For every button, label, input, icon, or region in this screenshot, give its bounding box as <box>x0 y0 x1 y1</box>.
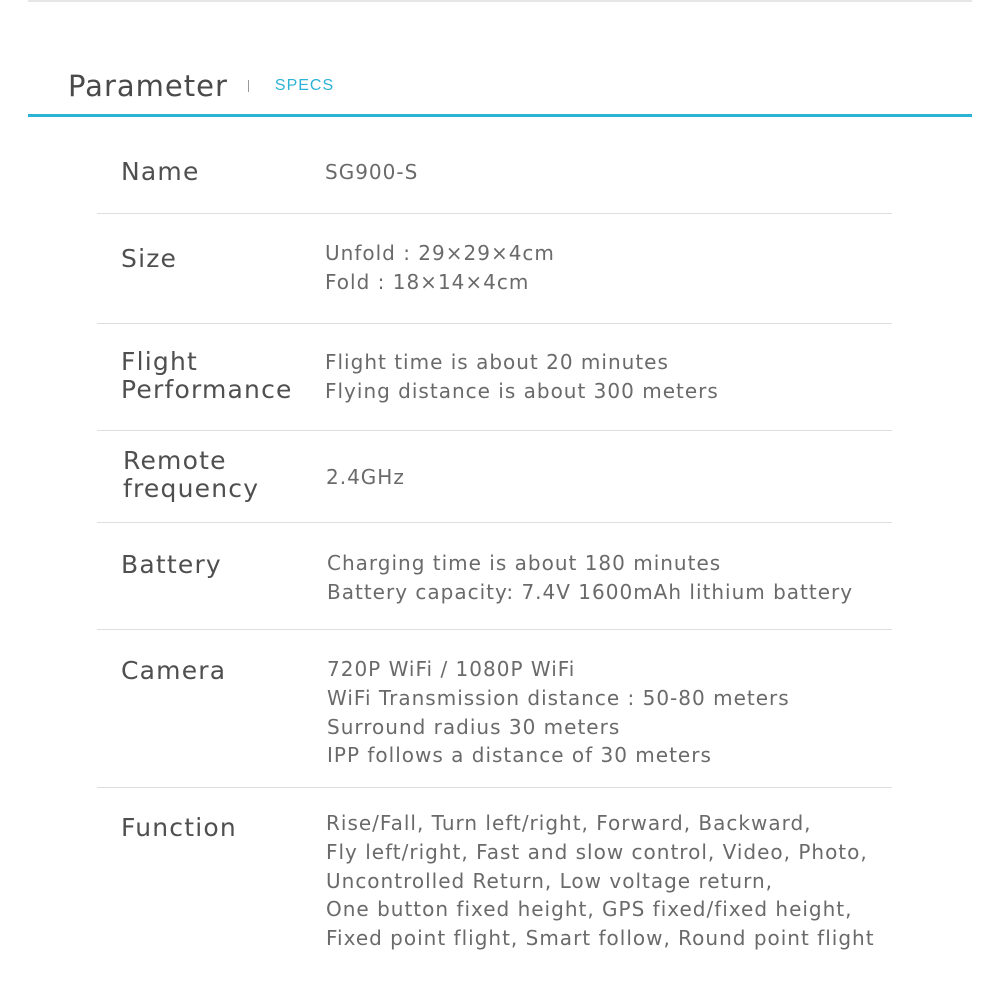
spec-row-name <box>97 118 892 214</box>
spec-value: Flight time is about 20 minutes <box>325 350 669 374</box>
spec-row-function <box>97 788 892 968</box>
spec-label: Battery <box>121 550 222 579</box>
spec-row-flight-performance <box>97 324 892 431</box>
page-subtitle: SPECS <box>274 77 335 94</box>
header-separator <box>248 80 249 92</box>
spec-value: Unfold : 29×29×4cm <box>325 241 555 265</box>
spec-values <box>326 463 405 492</box>
spec-value: SG900-S <box>325 160 419 184</box>
spec-label: Camera <box>121 656 227 685</box>
spec-label: Size <box>121 244 178 273</box>
spec-value: One button fixed height, GPS fixed/fixed height, <box>326 897 853 922</box>
spec-value: WiFi Transmission distance : 50-80 meters <box>327 685 790 710</box>
spec-value: IPP follows a distance of 30 meters <box>327 743 712 768</box>
spec-values <box>325 158 418 187</box>
spec-row-camera <box>97 630 892 788</box>
spec-row-size <box>97 214 892 324</box>
header-underline <box>28 114 972 117</box>
spec-value: Flying distance is about 300 meters <box>325 378 719 403</box>
spec-value: Fly left/right, Fast and slow control, Video, Photo, <box>326 839 868 864</box>
top-divider <box>28 0 972 2</box>
spec-row-battery <box>97 523 892 630</box>
spec-values <box>326 809 875 953</box>
spec-label: Name <box>121 157 200 186</box>
spec-value: 720P WiFi / 1080P WiFi <box>327 657 576 681</box>
spec-values <box>327 549 853 607</box>
spec-value: Fixed point flight, Smart follow, Round point flight <box>326 926 875 951</box>
spec-value: Fold : 18×14×4cm <box>325 269 530 294</box>
spec-value: Charging time is about 180 minutes <box>327 551 722 575</box>
spec-values <box>325 239 555 297</box>
section-header <box>68 66 334 106</box>
spec-value: Surround radius 30 meters <box>327 714 621 739</box>
spec-values <box>327 655 790 770</box>
spec-label: Flight Performance <box>121 347 293 404</box>
spec-value: Rise/Fall, Turn left/right, Forward, Backward, <box>326 811 812 835</box>
spec-label: Function <box>121 813 237 842</box>
page-title: Parameter <box>68 69 228 103</box>
spec-value: Battery capacity: 7.4V 1600mAh lithium battery <box>327 579 854 604</box>
spec-label: Remote frequency <box>123 446 260 503</box>
spec-value: 2.4GHz <box>326 465 405 489</box>
spec-value: Uncontrolled Return, Low voltage return, <box>326 868 773 893</box>
spec-row-remote-frequency <box>97 431 892 523</box>
spec-values <box>325 348 719 406</box>
